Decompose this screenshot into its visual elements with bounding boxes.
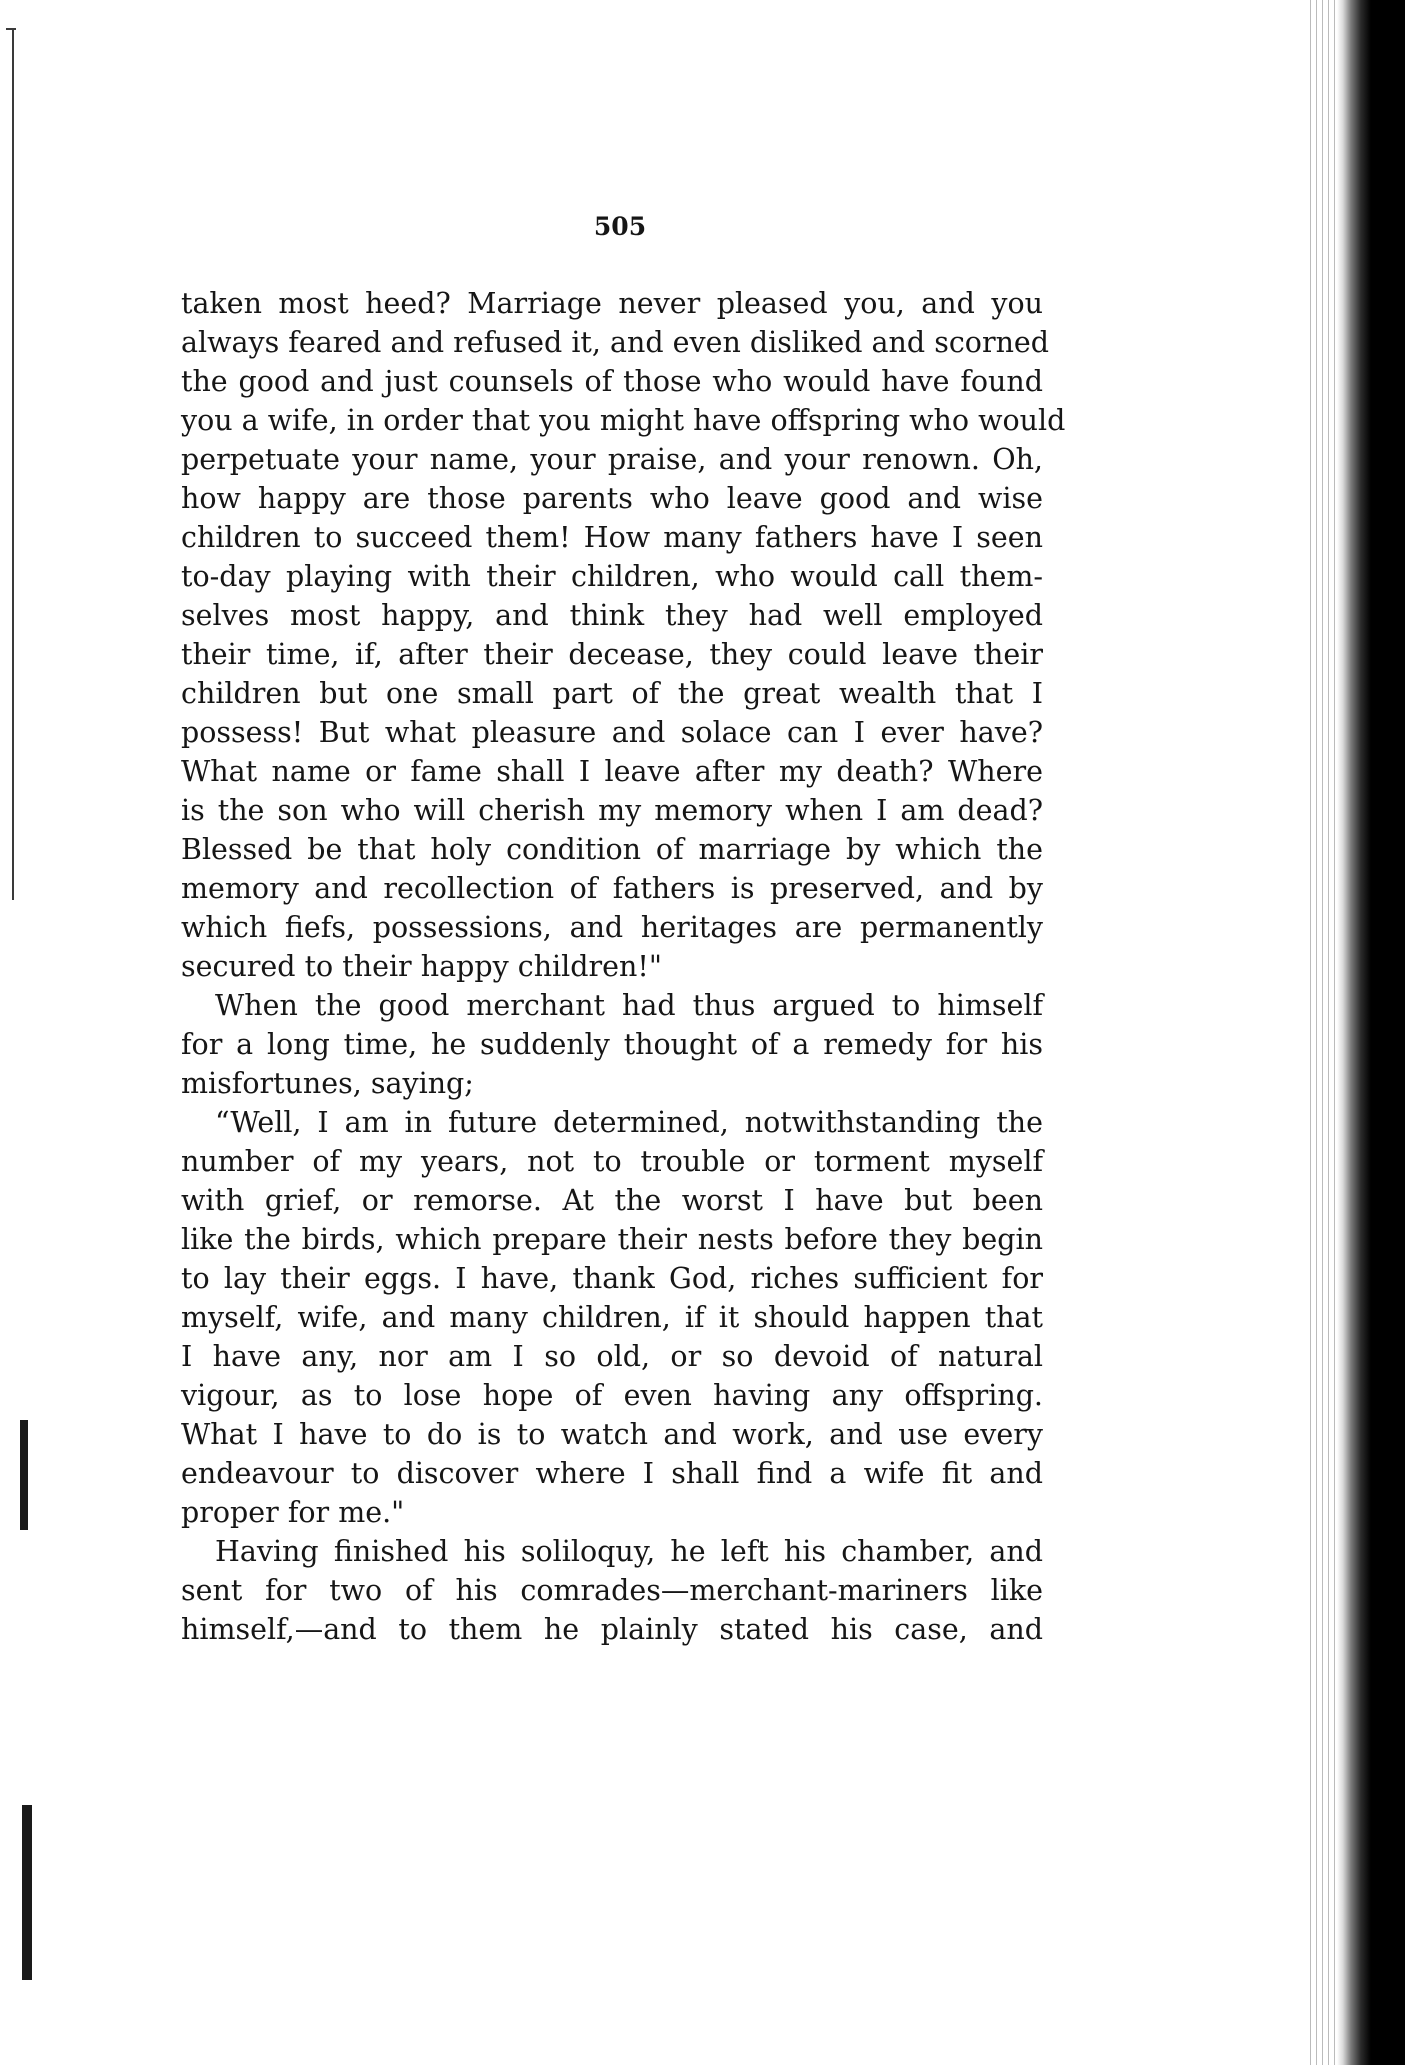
paragraph: [181, 1532, 1043, 1649]
text-line: “Well, I am in future determined, notwithstanding the: [215, 1106, 1043, 1139]
text-line: taken most heed? Marriage never pleased you, and you: [181, 287, 1043, 320]
text-line: like the birds, which prepare their nests before they begin: [181, 1223, 1043, 1256]
text-line: with grief, or remorse. At the worst I have but been: [181, 1184, 1043, 1217]
text-line: What I have to do is to watch and work, and use every: [181, 1418, 1043, 1451]
text-line: misfortunes, saying;: [181, 1067, 474, 1100]
paragraph: [181, 986, 1043, 1103]
scan-edge-tick: [6, 28, 16, 30]
text-line: memory and recollection of fathers is preserved, and by: [181, 872, 1043, 905]
text-line: selves most happy, and think they had well employed: [181, 599, 1043, 632]
text-line: their time, if, after their decease, they could leave their: [181, 638, 1043, 671]
text-line: children but one small part of the great wealth that I: [181, 677, 1043, 710]
text-line: perpetuate your name, your praise, and your renown. Oh,: [181, 443, 1043, 476]
book-binding-edge: [1337, 0, 1405, 2065]
text-line: proper for me.": [181, 1496, 405, 1529]
page-number: 505: [593, 212, 647, 241]
text-line: myself, wife, and many children, if it should happen that: [181, 1301, 1043, 1334]
scan-mark-upper: [20, 1420, 28, 1530]
text-line: When the good merchant had thus argued to himself: [215, 989, 1043, 1022]
text-line: children to succeed them! How many fathers have I seen: [181, 521, 1043, 554]
scan-mark-lower: [22, 1805, 32, 1980]
text-line: secured to their happy children!": [181, 950, 662, 983]
page-text: [181, 284, 1066, 1649]
text-line: you a wife, in order that you might have offspring who would: [181, 404, 1066, 437]
text-line: endeavour to discover where I shall find a wife fit and: [181, 1457, 1043, 1490]
text-line: I have any, nor am I so old, or so devoid of natural: [181, 1340, 1043, 1373]
text-line: to-day playing with their children, who would call them-: [181, 560, 1043, 593]
paragraph: [181, 284, 1066, 986]
binding-shadow-lines: [1305, 0, 1335, 2065]
text-line: the good and just counsels of those who would have found: [181, 365, 1043, 398]
text-line: to lay their eggs. I have, thank God, riches sufficient for: [181, 1262, 1043, 1295]
text-line: Blessed be that holy condition of marriage by which the: [181, 833, 1043, 866]
text-line: himself,—and to them he plainly stated his case, and: [181, 1613, 1043, 1646]
text-line: which fiefs, possessions, and heritages are permanently: [181, 911, 1043, 944]
text-line: is the son who will cherish my memory when I am dead?: [181, 794, 1043, 827]
paragraph: [181, 1103, 1043, 1532]
text-line: vigour, as to lose hope of even having any offspring.: [181, 1379, 1043, 1412]
scan-edge-left: [12, 30, 14, 900]
text-line: What name or fame shall I leave after my death? Where: [181, 755, 1043, 788]
text-line: possess! But what pleasure and solace can I ever have?: [181, 716, 1043, 749]
text-line: for a long time, he suddenly thought of a remedy for his: [181, 1028, 1043, 1061]
text-line: how happy are those parents who leave good and wise: [181, 482, 1043, 515]
text-line: always feared and refused it, and even disliked and scorned: [181, 326, 1050, 359]
text-line: Having finished his soliloquy, he left his chamber, and: [215, 1535, 1043, 1568]
text-line: sent for two of his comrades—merchant-mariners like: [181, 1574, 1043, 1607]
text-line: number of my years, not to trouble or torment myself: [181, 1145, 1043, 1178]
